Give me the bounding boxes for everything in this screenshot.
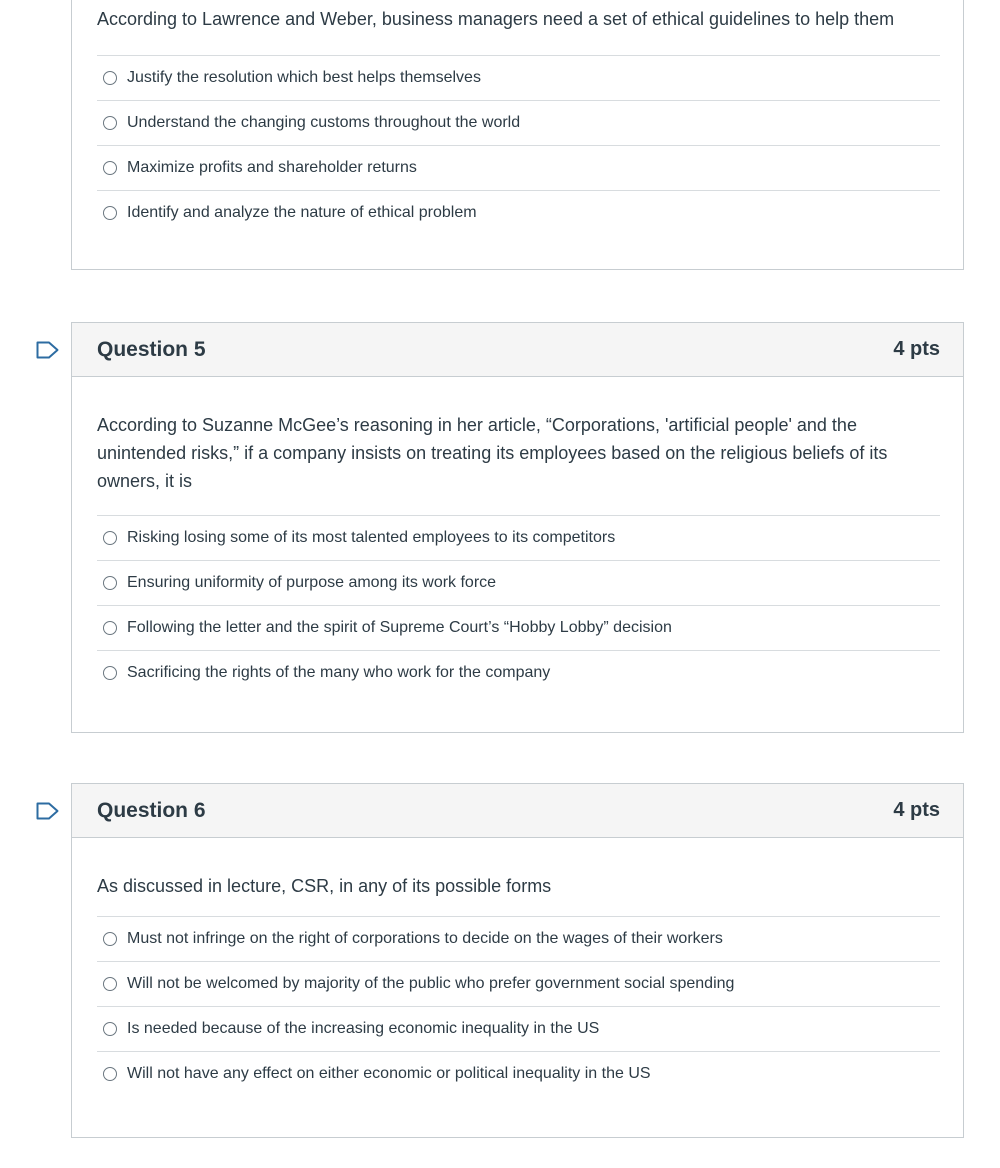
radio-button[interactable]: [103, 531, 117, 545]
radio-button[interactable]: [103, 932, 117, 946]
answer-option[interactable]: Ensuring uniformity of purpose among its work force: [97, 560, 940, 605]
answer-option[interactable]: Is needed because of the increasing economic inequality in the US: [97, 1006, 940, 1051]
radio-button[interactable]: [103, 116, 117, 130]
answer-option[interactable]: Justify the resolution which best helps themselves: [97, 55, 940, 100]
question-4-card: [71, 0, 964, 270]
radio-button[interactable]: [103, 161, 117, 175]
radio-button[interactable]: [103, 576, 117, 590]
radio-button[interactable]: [103, 71, 117, 85]
answer-option[interactable]: Must not infringe on the right of corporations to decide on the wages of their workers: [97, 916, 940, 961]
question-text-line: owners, it is: [97, 471, 193, 491]
radio-button[interactable]: [103, 1067, 117, 1081]
answer-option[interactable]: Will not be welcomed by majority of the public who prefer government social spending: [97, 961, 940, 1006]
question-6-text: As discussed in lecture, CSR, in any of its possible forms: [97, 876, 552, 896]
question-text-line: According to Suzanne McGee’s reasoning in her article, “Corporations, 'artificial people' and the: [97, 415, 857, 435]
answer-option[interactable]: Will not have any effect on either economic or political inequality in the US: [97, 1051, 940, 1096]
question-5-card: [71, 322, 964, 733]
question-4-text: According to Lawrence and Weber, business managers need a set of ethical guidelines to help them: [97, 9, 895, 29]
question-title: Question 6: [97, 798, 206, 822]
question-title: Question 5: [97, 337, 206, 361]
question-5-header: [72, 323, 963, 377]
question-5-text: [72, 411, 963, 495]
question-6-header: [72, 784, 963, 838]
question-4-answers: [97, 55, 940, 235]
answer-option[interactable]: Understand the changing customs throughout the world: [97, 100, 940, 145]
answer-option[interactable]: Sacrificing the rights of the many who work for the company: [97, 650, 940, 695]
question-6-card: [71, 783, 964, 1138]
radio-button[interactable]: [103, 977, 117, 991]
radio-button[interactable]: [103, 666, 117, 680]
radio-button[interactable]: [103, 206, 117, 220]
question-text-line: unintended risks,” if a company insists on treating its employees based on the religious beliefs of its: [97, 443, 888, 463]
question-5-answers: [97, 515, 940, 695]
question-6-answers: [97, 916, 940, 1096]
radio-button[interactable]: [103, 621, 117, 635]
radio-button[interactable]: [103, 1022, 117, 1036]
flag-icon[interactable]: [36, 341, 60, 359]
question-points: 4 pts: [893, 338, 940, 360]
answer-option[interactable]: Maximize profits and shareholder returns: [97, 145, 940, 190]
answer-option[interactable]: Identify and analyze the nature of ethical problem: [97, 190, 940, 235]
question-points: 4 pts: [893, 799, 940, 821]
answer-option[interactable]: Risking losing some of its most talented employees to its competitors: [97, 515, 940, 560]
answer-option[interactable]: Following the letter and the spirit of Supreme Court’s “Hobby Lobby” decision: [97, 605, 940, 650]
flag-icon[interactable]: [36, 802, 60, 820]
